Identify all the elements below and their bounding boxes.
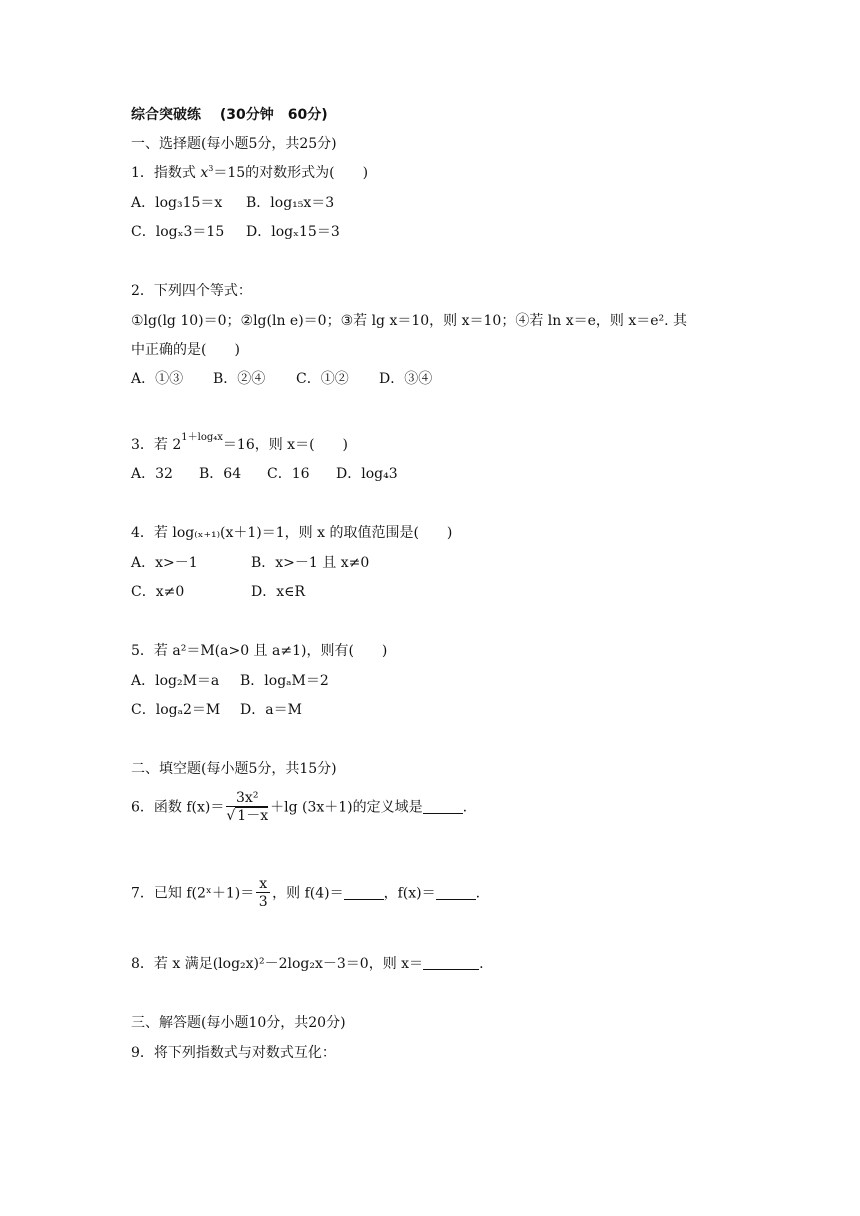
q6-fraction: $\frac{\text{3x²}}{√ 1-x}$ <box>226 790 269 824</box>
q2-option-d: D．③④ <box>379 371 433 387</box>
q7-stem: 7．已知 f(2ˣ＋1)＝ $\frac{x}{3}$ ，则 f(4)＝ ，f(x)＝ . <box>131 876 481 910</box>
q3-option-c: C．16 <box>267 466 310 482</box>
section-three-heading: 三、解答题(每小题10分，共20分) <box>131 1015 346 1031</box>
q3-option-a: A．32 <box>131 466 173 482</box>
q2-stem: 2．下列四个等式： <box>131 283 252 299</box>
q5-option-b: B．logₐM＝2 <box>240 673 329 689</box>
q8-answer-blank[interactable] <box>423 955 479 970</box>
q2-statements: ①lg(lg 10)＝0；②lg(ln e)＝0；③若 lg x＝10，则 x＝10；④若 ln x＝e，则 x＝e². 其 <box>131 313 688 329</box>
q6-stem: 6．函数 f(x)＝ $\frac{\text{3x²}}{√ 1-x}$ ＋lg (3x＋1)的定义域是 . <box>131 790 468 824</box>
q5-option-a: A．log₂M＝a <box>131 673 220 689</box>
exercise-title <box>131 106 328 124</box>
title-text: 综合突破练 <box>131 107 201 123</box>
q9-stem: 9．将下列指数式与对数式互化： <box>131 1045 336 1061</box>
q2-stem-end: 中正确的是( ) <box>131 342 240 358</box>
q1-option-c: C．logₓ3＝15 <box>131 224 225 240</box>
q4-option-c: C．x≠0 <box>131 584 185 600</box>
q5-option-c: C．logₐ2＝M <box>131 702 221 718</box>
q3-stem: 3．若 $2^{1+log_4x}=16$，则 x＝( ) <box>131 432 348 453</box>
q3-option-d: D．log₄3 <box>336 466 398 482</box>
q8-stem: 8．若 x 满足(log₂x)²－2log₂x－3＝0，则 x＝ . <box>131 956 484 972</box>
section-two-heading: 二、填空题(每小题5分，共15分) <box>131 761 337 777</box>
q4-option-d: D．x∈R <box>251 584 306 600</box>
q2-option-b: B．②④ <box>213 371 266 387</box>
q4-stem: 4．若 log₍ₓ₊₁₎(x＋1)＝1，则 x 的取值范围是( ) <box>131 525 453 541</box>
q7-answer-blank-2[interactable] <box>436 885 476 900</box>
q5-option-d: D．a＝M <box>240 702 302 718</box>
q1-option-d: D．logₓ15＝3 <box>246 224 340 240</box>
q5-stem: 5．若 a²＝M(a>0 且 a≠1)，则有( ) <box>131 643 388 659</box>
section-one-heading: 一、选择题(每小题5分，共25分) <box>131 136 337 152</box>
time-score: (30分钟 60分) <box>219 107 328 123</box>
q1-stem: 1．指数式 $x^3=15$的对数形式为( ) <box>131 164 369 181</box>
q2-option-c: C．①② <box>296 371 349 387</box>
q1-option-b: B．log₁₅x＝3 <box>246 195 335 211</box>
q7-answer-blank-1[interactable] <box>344 885 384 900</box>
q6-answer-blank[interactable] <box>423 799 463 814</box>
q4-option-a: A．x>－1 <box>131 555 198 571</box>
q3-exponent: 1＋log₄x <box>181 432 223 443</box>
q4-option-b: B．x>－1 且 x≠0 <box>251 555 370 571</box>
q1-option-a: A．log₃15＝x <box>131 195 223 211</box>
q7-fraction: $\frac{x}{3}$ <box>256 876 270 911</box>
q3-option-b: B．64 <box>199 466 242 482</box>
q2-option-a: A．①③ <box>131 371 184 387</box>
